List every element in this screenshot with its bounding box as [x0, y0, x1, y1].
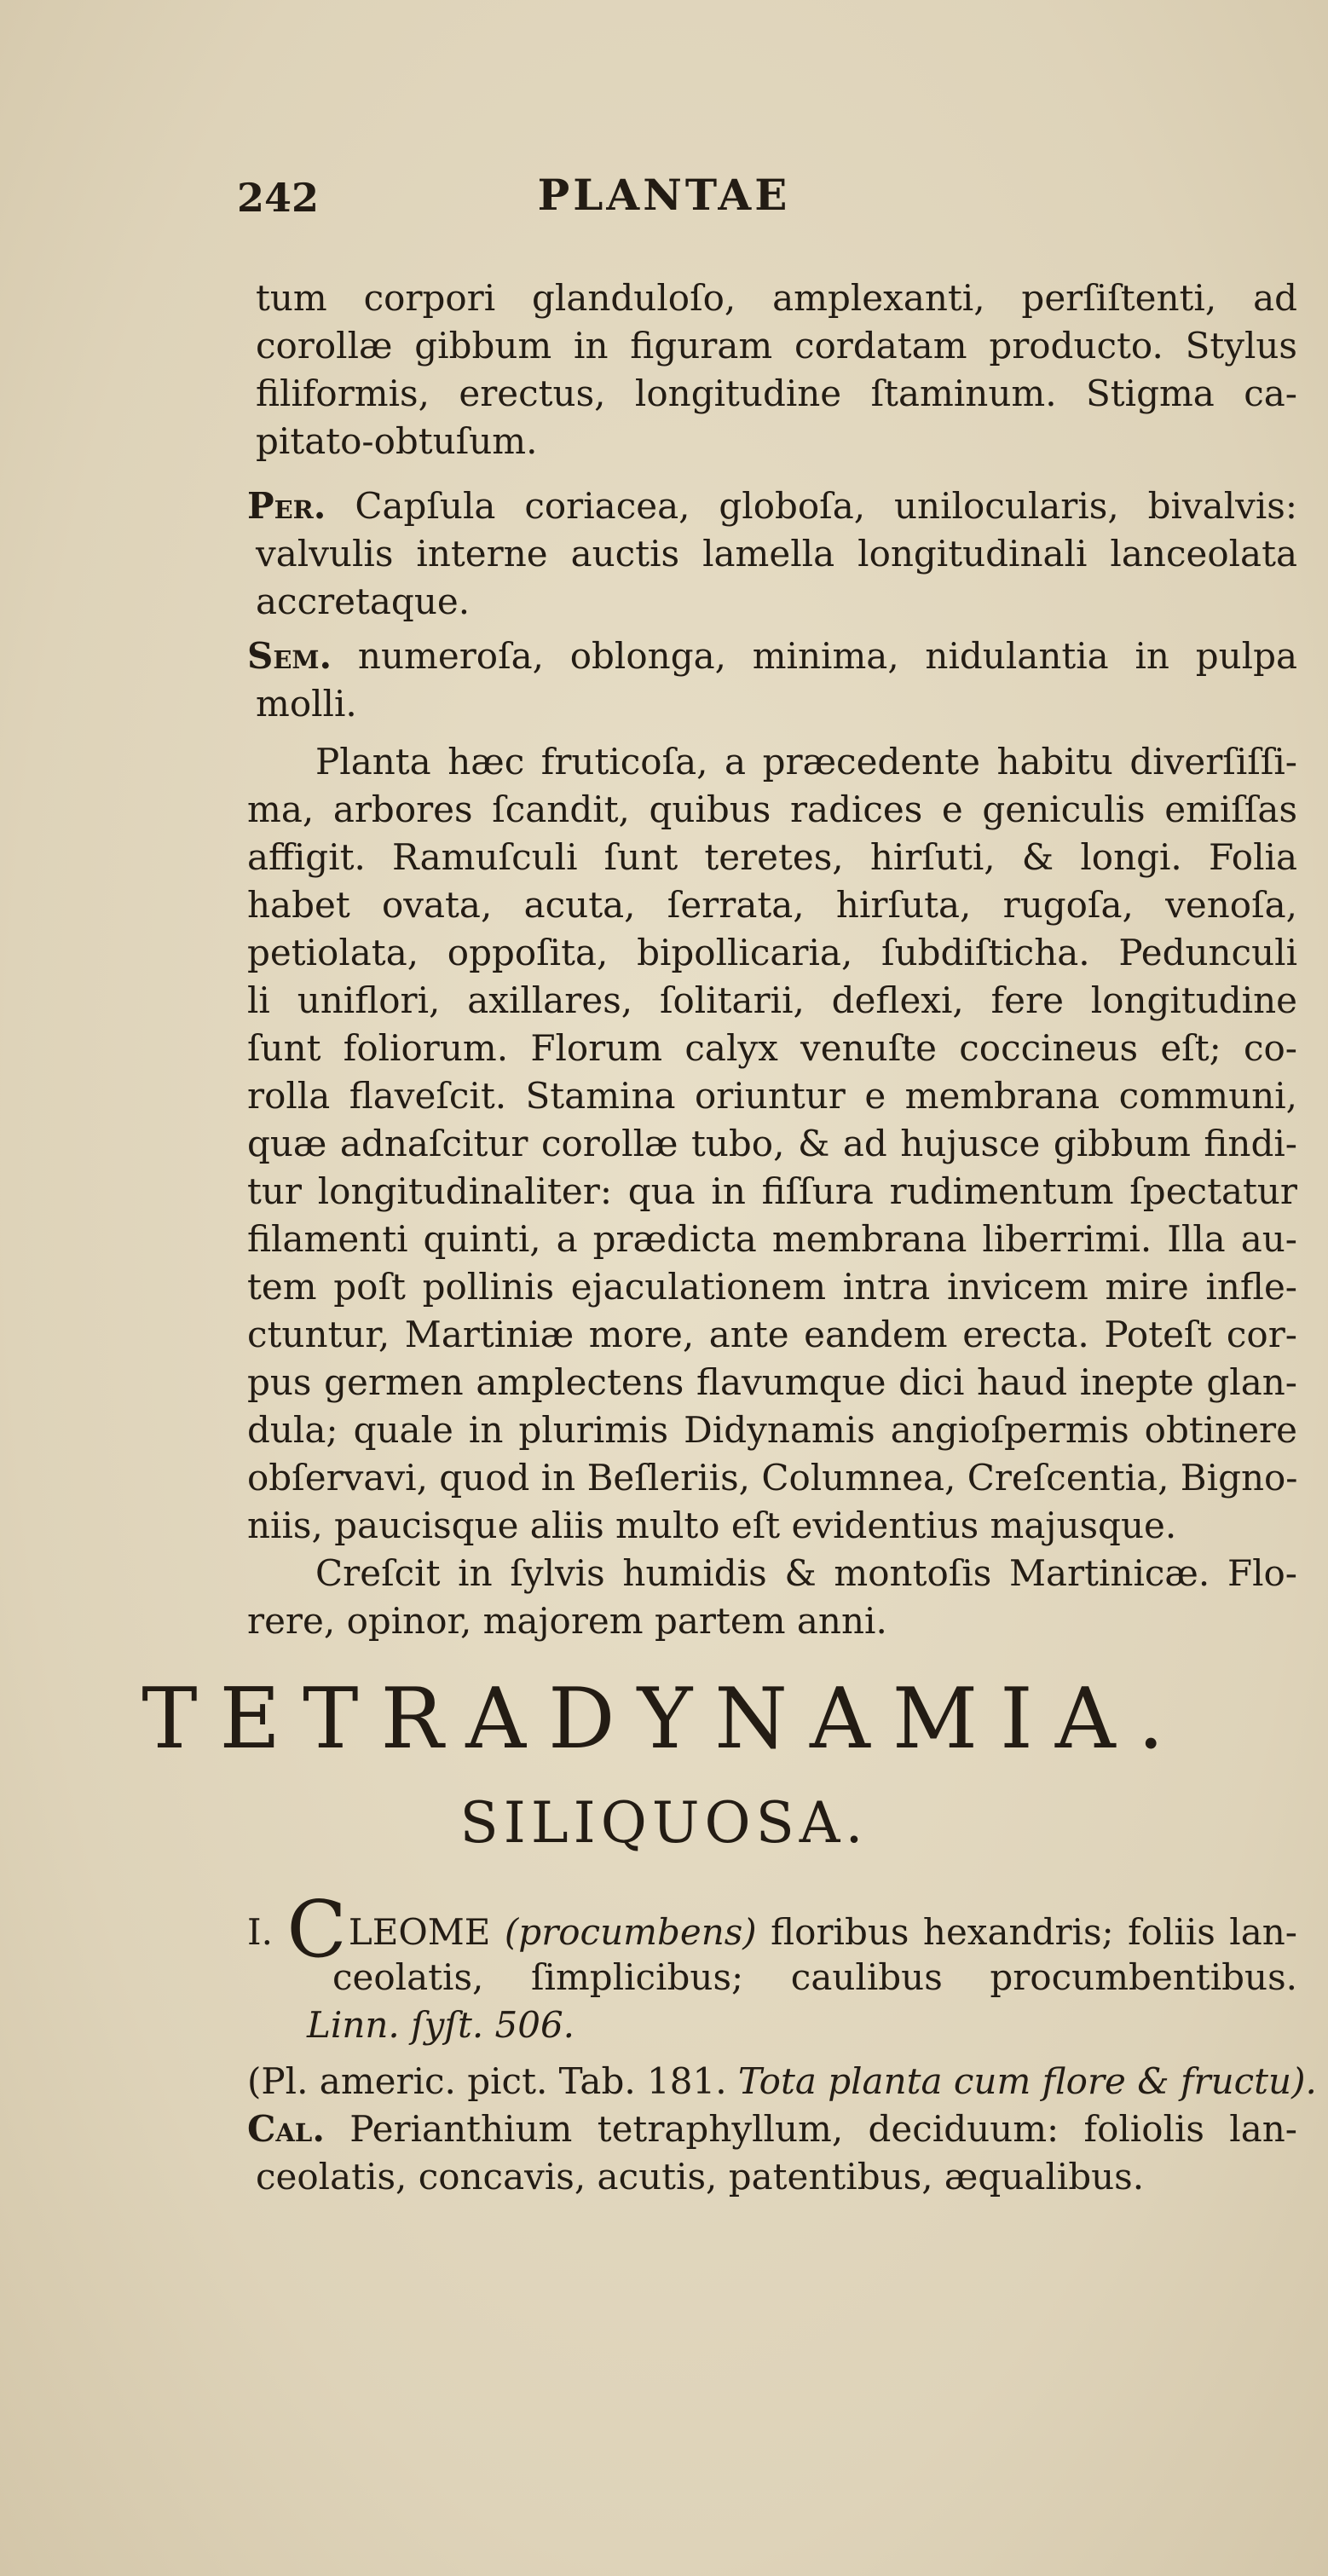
paragraph-line: niis, paucisque aliis multo eſt evidentius majusque. — [247, 1505, 1177, 1546]
order-heading: SILIQUOSA. — [459, 1790, 869, 1856]
text-line: valvulis interne auctis lamella longitudinali lanceolata — [256, 533, 1297, 575]
section-label: Sem. — [247, 635, 332, 677]
paragraph-line: rolla flaveſcit. Stamina oriuntur e membrana communi, — [247, 1075, 1297, 1117]
plate-line — [247, 2058, 1317, 2105]
paragraph-line: li uniflori, axillares, ſolitarii, deflexi, fere longitudine — [247, 979, 1297, 1021]
paragraph-line: ctuntur, Martiniæ more, ante eandem erecta. Poteſt cor- — [247, 1314, 1297, 1355]
genus-name: LEOME — [348, 1911, 491, 1953]
paragraph-line: pus germen amplectens flavumque dici haud inepte glan- — [247, 1361, 1297, 1403]
paragraph-line: Planta hæc fruticoſa, a præcedente habitu diverſiſſi- — [315, 741, 1297, 783]
running-head: PLANTAE — [537, 170, 791, 220]
paragraph-line: ma, arbores ſcandit, quibus radices e geniculis emiſſas — [247, 788, 1297, 830]
page-number: 242 — [237, 175, 320, 221]
paragraph-line: petiolata, oppoſita, bipollicaria, ſubdiſticha. Pedunculi — [247, 932, 1297, 973]
seed-line — [247, 632, 1297, 680]
paragraph-line: tem poſt pollinis ejaculationem intra invicem mire infle- — [247, 1266, 1297, 1308]
section-label: Cal. — [247, 2108, 325, 2150]
page-header — [0, 166, 1328, 234]
species-epithet: (procumbens) — [504, 1911, 757, 1953]
text-line: accretaque. — [256, 580, 471, 622]
entry-text: floribus hexandris; foliis lan- — [771, 1911, 1297, 1953]
section-text: numeroſa, oblonga, minima, nidulantia in pulpa — [357, 635, 1297, 677]
entry-line: ceolatis, ſimplicibus; caulibus procumbentibus. — [332, 1956, 1297, 1998]
text-line: pitato-obtuſum. — [256, 420, 538, 462]
calyx-line — [247, 2105, 1297, 2153]
entry-line — [247, 1884, 1297, 1975]
drop-cap: C — [286, 1884, 347, 1975]
paragraph-line: Creſcit in ſylvis humidis & montoſis Martinicæ. Flo- — [315, 1552, 1297, 1594]
paragraph-line: habet ovata, acuta, ſerrata, hirſuta, rugoſa, venoſa, — [247, 884, 1297, 926]
section-text: Perianthium tetraphyllum, deciduum: foliolis lan- — [349, 2108, 1297, 2150]
section-label: Per. — [247, 485, 326, 527]
plate-note: Tota planta cum flore & fructu). — [737, 2060, 1317, 2102]
paragraph-line: rere, opinor, majorem partem anni. — [247, 1600, 887, 1642]
pericarp-line — [247, 482, 1297, 530]
paragraph-line: quæ adnaſcitur corollæ tubo, & ad hujusce gibbum findi- — [247, 1123, 1297, 1164]
text-line: molli. — [256, 683, 357, 725]
section-text: Capſula coriacea, globoſa, unilocularis, bivalvis: — [355, 485, 1297, 527]
class-heading: TETRADYNAMIA. — [141, 1671, 1187, 1768]
entry-number: I. — [247, 1911, 273, 1953]
text-line: corollæ gibbum in figuram cordatam producto. Stylus — [256, 325, 1297, 367]
paragraph-line: tur longitudinaliter: qua in fiſſura rudimentum ſpectatur — [247, 1170, 1297, 1212]
paragraph-line: affigit. Ramuſculi ſunt teretes, hirſuti, & longi. Folia — [247, 836, 1297, 878]
plate-ref: (Pl. americ. pict. Tab. 181. — [247, 2060, 727, 2102]
paragraph-line: ſunt foliorum. Florum calyx venuſte coccineus eſt; co- — [247, 1027, 1297, 1069]
text-line: ceolatis, concavis, acutis, patentibus, æqualibus. — [256, 2156, 1145, 2198]
citation-line: Linn. ſyſt. 506. — [307, 2004, 575, 2046]
paragraph-line: filamenti quinti, a prædicta membrana liberrimi. Illa au- — [247, 1218, 1297, 1260]
text-line: filiformis, erectus, longitudine ſtaminum. Stigma ca- — [256, 373, 1297, 414]
paragraph-line: dula; quale in plurimis Didynamis angioſpermis obtinere — [247, 1409, 1297, 1451]
text-line: tum corpori glanduloſo, amplexanti, perſiſtenti, ad — [256, 277, 1297, 319]
paragraph-line: obſervavi, quod in Beſleriis, Columnea, Creſcentia, Bigno- — [247, 1457, 1298, 1499]
